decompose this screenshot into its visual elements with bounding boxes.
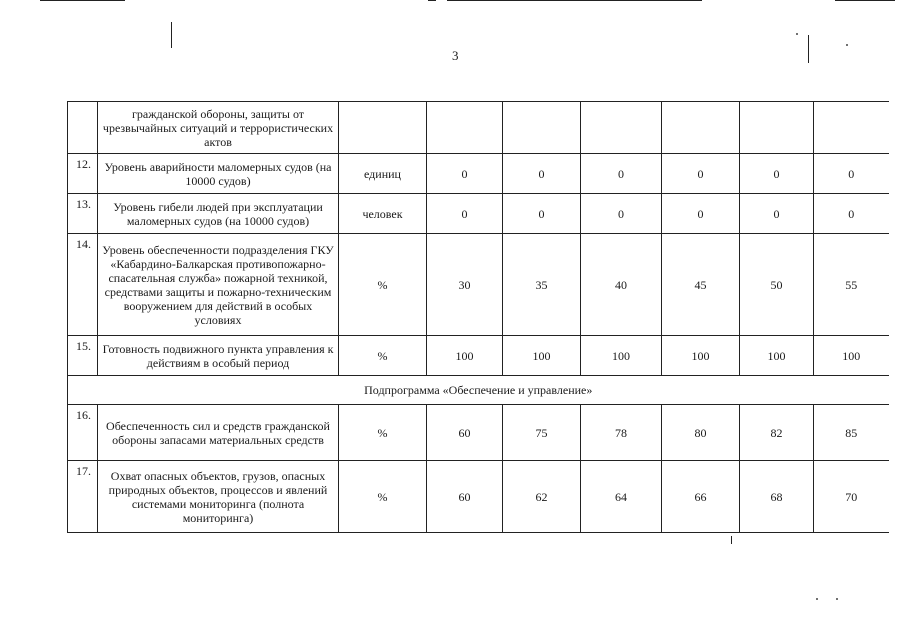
table-row — [68, 405, 889, 461]
value-cell: 68 — [740, 461, 814, 533]
unit-cell: единиц — [339, 154, 427, 194]
value-cell: 66 — [662, 461, 740, 533]
scan-artifact-vline — [171, 22, 172, 48]
value-cell: 80 — [662, 405, 740, 461]
indicator-name: Уровень гибели людей при эксплуатации маломерных судов (на 10000 судов) — [98, 194, 339, 234]
unit-cell: % — [339, 461, 427, 533]
table-body-top — [68, 102, 889, 376]
value-cell: 75 — [503, 405, 581, 461]
value-cell: 100 — [427, 336, 503, 376]
scan-speck — [846, 44, 848, 46]
row-number: 17. — [68, 461, 98, 533]
value-cell: 100 — [581, 336, 662, 376]
indicators-table — [67, 101, 889, 533]
table-row — [68, 336, 889, 376]
value-cell: 50 — [740, 234, 814, 336]
value-cell: 62 — [503, 461, 581, 533]
scan-speck — [816, 598, 818, 600]
value-cell: 30 — [427, 234, 503, 336]
value-cell — [427, 102, 503, 154]
scan-artifact-line — [447, 0, 702, 1]
value-cell: 100 — [814, 336, 889, 376]
subprogram-title: Подпрограмма «Обеспечение и управление» — [68, 376, 889, 405]
value-cell: 0 — [662, 154, 740, 194]
value-cell: 0 — [427, 154, 503, 194]
value-cell: 0 — [427, 194, 503, 234]
value-cell — [662, 102, 740, 154]
scan-artifact-vline — [731, 536, 732, 544]
value-cell: 100 — [740, 336, 814, 376]
value-cell: 0 — [814, 154, 889, 194]
value-cell: 0 — [503, 154, 581, 194]
value-cell: 85 — [814, 405, 889, 461]
unit-cell: % — [339, 405, 427, 461]
subprogram-section — [68, 376, 889, 405]
value-cell: 0 — [740, 194, 814, 234]
scan-artifact-vline — [808, 35, 809, 63]
value-cell: 0 — [740, 154, 814, 194]
unit-cell: % — [339, 336, 427, 376]
table-row — [68, 234, 889, 336]
indicator-name: Уровень обеспеченности подразделения ГКУ «Кабардино-Балкарская противопожарно-спасательная служба» пожарной техникой, средствами защиты и пожарно-техническим вооружением для действий в особых условиях — [98, 234, 339, 336]
row-number: 15. — [68, 336, 98, 376]
row-number — [68, 102, 98, 154]
indicator-name: Обеспеченность сил и средств гражданской обороны запасами материальных средств — [98, 405, 339, 461]
value-cell: 45 — [662, 234, 740, 336]
table-row — [68, 154, 889, 194]
value-cell: 100 — [503, 336, 581, 376]
scan-artifact-line — [40, 0, 125, 1]
row-number: 12. — [68, 154, 98, 194]
unit-cell — [339, 102, 427, 154]
value-cell — [740, 102, 814, 154]
value-cell: 78 — [581, 405, 662, 461]
scan-speck — [796, 33, 798, 35]
value-cell: 100 — [662, 336, 740, 376]
value-cell: 35 — [503, 234, 581, 336]
value-cell: 64 — [581, 461, 662, 533]
value-cell: 0 — [814, 194, 889, 234]
unit-cell: человек — [339, 194, 427, 234]
page-number: 3 — [452, 48, 459, 63]
scan-artifact-line — [428, 0, 436, 1]
scan-artifact-line — [835, 0, 895, 1]
unit-cell: % — [339, 234, 427, 336]
value-cell: 0 — [581, 194, 662, 234]
scan-speck — [836, 598, 838, 600]
value-cell: 40 — [581, 234, 662, 336]
row-number: 13. — [68, 194, 98, 234]
row-number: 16. — [68, 405, 98, 461]
value-cell: 55 — [814, 234, 889, 336]
value-cell: 60 — [427, 405, 503, 461]
value-cell: 0 — [503, 194, 581, 234]
table-row — [68, 461, 889, 533]
value-cell — [581, 102, 662, 154]
value-cell: 60 — [427, 461, 503, 533]
value-cell: 82 — [740, 405, 814, 461]
table-body-bottom — [68, 405, 889, 533]
row-number: 14. — [68, 234, 98, 336]
value-cell — [814, 102, 889, 154]
indicator-name: Охват опасных объектов, грузов, опасных природных объектов, процессов и явлений системами мониторинга (полнота мониторинга) — [98, 461, 339, 533]
value-cell: 0 — [581, 154, 662, 194]
value-cell: 70 — [814, 461, 889, 533]
value-cell: 0 — [662, 194, 740, 234]
indicator-name: Готовность подвижного пункта управления к действиям в особый период — [98, 336, 339, 376]
value-cell — [503, 102, 581, 154]
table-row — [68, 194, 889, 234]
subprogram-header-row — [68, 376, 889, 405]
table-row — [68, 102, 889, 154]
indicator-name: Уровень аварийности маломерных судов (на 10000 судов) — [98, 154, 339, 194]
indicator-name: гражданской обороны, защиты от чрезвычайных ситуаций и террористических актов — [98, 102, 339, 154]
